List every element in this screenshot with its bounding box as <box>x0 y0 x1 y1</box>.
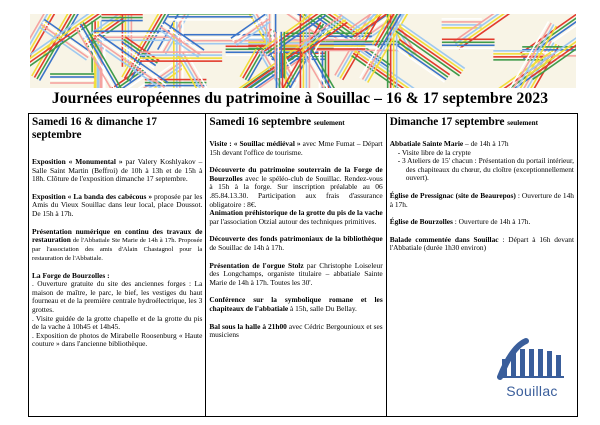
event-exposition-cabecous <box>32 193 202 219</box>
event-text: par Christophe Loiseleur des Longchamps, organiste titulaire – abbatiale Sainte Marie de 14h à 17h. Toutes les 30'. <box>209 260 383 287</box>
event-text: avec le spéléo-club de Souillac. Rendez-vous à 15h à la forge. Sur inscription préalable au 06 .85.84.13.30. Participation aux frais d'assurance obligatoire : 8€. <box>209 173 383 209</box>
event-fonds-bibliotheque <box>209 235 382 252</box>
list-item: - 3 Ateliers de 15' chacun : Présentation du portail intérieur, des chapiteaux du chœur, du cloître (exceptionnellement ouvert). <box>397 156 574 183</box>
event-forge-bourzolles <box>32 272 202 349</box>
event-text: à 15h, salle Du Bellay. <box>288 303 357 313</box>
event-line: . Exposition de photos de Mirabelle Roosenburg « Haute couture » dans l'ancienne bibliothèque. <box>32 330 203 349</box>
event-eglise-bourzolles <box>390 218 574 227</box>
event-text: avec Mme Fumat – Départ 15h devant l'office de tourisme. <box>209 139 383 157</box>
event-title: La Forge de Bourzolles : <box>32 270 110 280</box>
event-orgue-stolz <box>209 262 382 288</box>
event-bal-halle <box>209 323 382 340</box>
souillac-logo <box>494 333 570 413</box>
event-text: : Départ à 16h devant l'Abbatiale (durée 1h30 environ) <box>389 234 574 253</box>
event-text: de l'Abbatiale Ste Marie de 14h à 17h. Proposée par l'association des amis d'Alain Chastagnol pour la restauration de l'Abbatiale. <box>32 237 203 262</box>
column-heading-text: Dimanche 17 septembre <box>389 116 505 128</box>
event-text: – de 14h à 17h <box>463 139 509 148</box>
event-title: Visite : « Souillac médiéval » <box>209 139 301 148</box>
list-item: - Visite libre de la crypte <box>397 147 471 157</box>
event-title: Conférence sur la symbolique romane et les chapiteaux de l'abbatiale <box>209 295 383 313</box>
event-title: Bal sous la halle à 21h00 <box>209 321 287 331</box>
page-title: Journées européennes du patrimoine à Souillac – 16 & 17 septembre 2023 <box>51 90 549 107</box>
fabric-pattern-banner <box>30 14 576 88</box>
column-heading-suffix: seulement <box>313 119 345 127</box>
column-heading-suffix: seulement <box>507 119 539 127</box>
event-text: par l'association Otzial autour des techniques primitives. <box>209 216 377 226</box>
souillac-arch-logo-icon <box>494 333 570 383</box>
column-weekend <box>29 114 205 416</box>
event-text: avec Cédric Bergounioux et ses musiciens <box>209 321 383 340</box>
event-title: Découverte des fonds patrimoniaux de la bibliothèque <box>209 234 383 244</box>
event-title: Présentation numérique en continu des travaux de restauration <box>32 226 203 245</box>
logo-text: Souillac <box>506 383 558 399</box>
event-text: par Valery Koshlyakov – Salle Saint Martin (Beffroi) de 10h à 13h et de 15h à 18h. Clôture de l'exposition dimanche 17 septembre. <box>32 157 203 184</box>
event-title: Exposition « La banda des cabécous » <box>32 191 153 201</box>
event-text: proposée par les Amis du Vieux Souillac dans leur local, place Doussot. De 15h à 17h. <box>32 191 203 218</box>
column-saturday <box>205 114 385 416</box>
event-text: : Ouverture de 14h à 17h. <box>389 190 575 209</box>
event-conference-romane <box>209 296 382 313</box>
event-text: de Souillac de 14h à 17h. <box>209 242 285 252</box>
event-title: Balade commentée dans Souillac <box>389 234 499 244</box>
event-balade-commentee <box>390 236 574 253</box>
event-restoration-presentation <box>32 228 202 263</box>
event-text: : Ouverture de 14h à 17h. <box>452 217 531 227</box>
event-title: Animation préhistorique de la grotte du pis de la vache <box>209 208 383 218</box>
column-heading <box>390 116 574 130</box>
event-line: . Visite guidée de la grotte chapelle et de la grotte du pis de la vache à 10h45 et 14h45. <box>32 313 203 332</box>
event-patrimoine-souterrain <box>209 166 382 226</box>
event-souillac-medieval <box>209 140 382 157</box>
column-heading <box>209 116 382 130</box>
column-heading-text: Samedi 16 septembre <box>209 116 312 128</box>
event-title: Abbatiale Sainte Marie <box>389 139 464 148</box>
event-title: Église de Pressignac (site de Beaurepos) <box>389 190 516 200</box>
event-title: Église de Bourzolles <box>389 217 453 227</box>
event-title: Exposition « Monumental » <box>32 157 123 166</box>
event-line: . Ouverture gratuite du site des anciennes forges : La maison de maître, le parc, le bief, les vestiges du haut fourneau et de la première centrale hydroélectrique, les 3 grottes. <box>32 279 203 314</box>
decorative-banner <box>30 14 576 88</box>
event-exposition-monumental <box>32 158 202 184</box>
event-title: Présentation de l'orgue Stolz <box>209 260 304 270</box>
event-abbatiale-sainte-marie <box>390 140 574 183</box>
column-heading: Samedi 16 & dimanche 17 septembre <box>32 116 157 141</box>
event-title: Découverte du patrimoine souterrain de la Forge de Bourzolles <box>209 165 383 183</box>
event-eglise-pressignac <box>390 192 574 209</box>
